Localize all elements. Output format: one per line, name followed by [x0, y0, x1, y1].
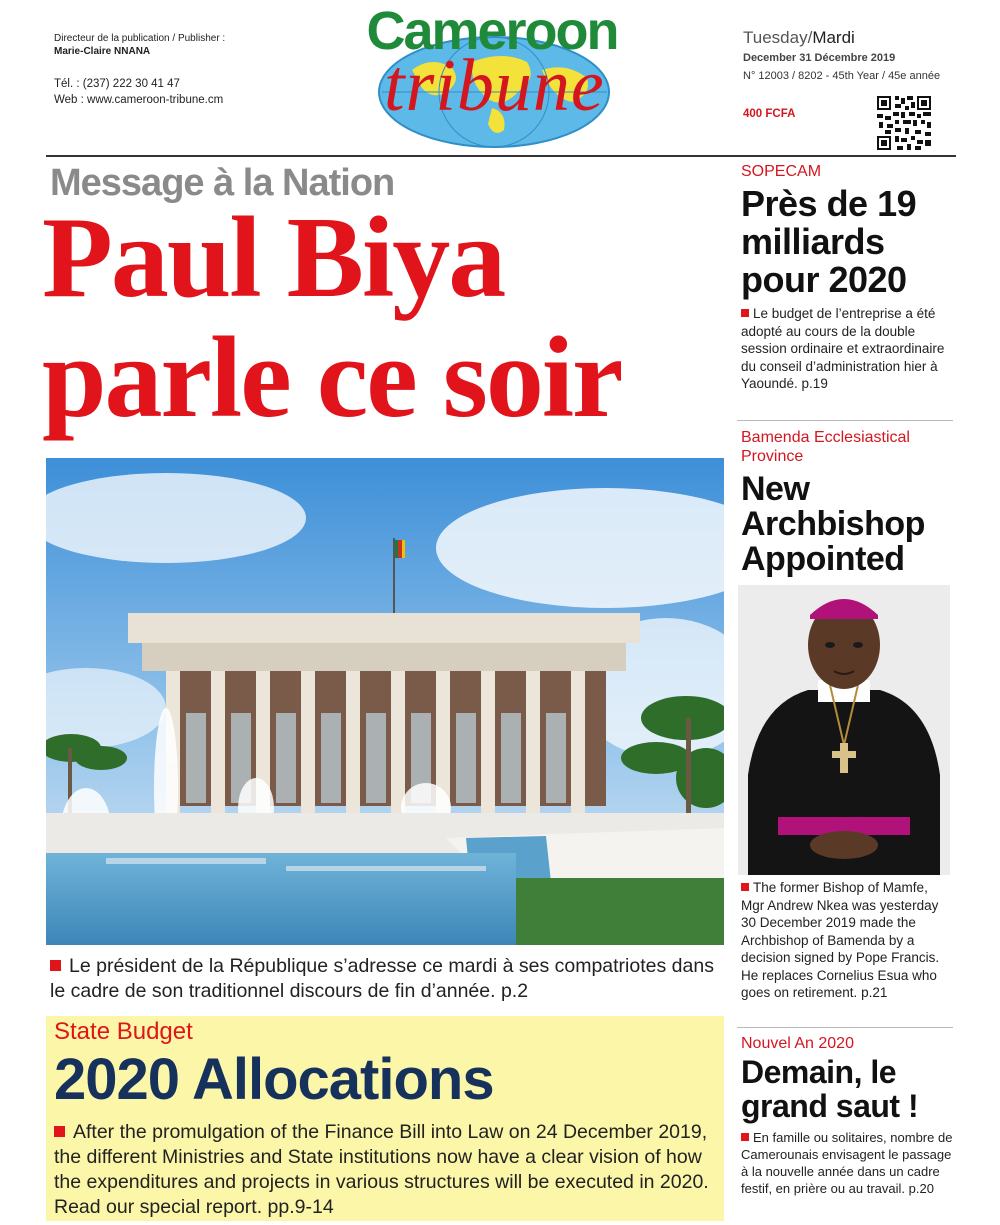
issue-date: December 31 Décembre 2019 — [743, 52, 896, 64]
sidebar-story-archbishop — [741, 428, 953, 577]
budget-kicker: State Budget — [54, 1018, 193, 1045]
story1-text-body: Le budget de l’entreprise a été adopté au cours de la double session ordinaire et extraordinaire du conseil d’administration hier à Yaoundé. p.19 — [741, 306, 945, 391]
day-french: Mardi — [812, 28, 855, 47]
budget-story — [46, 1016, 724, 1221]
story1-text — [741, 305, 953, 393]
issue-info — [743, 28, 941, 120]
story3-text-body: En famille ou solitaires, nombre de Camerounais envisagent le passage à la nouvelle année dans un cadre festif, en prière ou au travail. p.20 — [741, 1130, 953, 1196]
publisher-info — [54, 32, 225, 108]
story3-kicker: Nouvel An 2020 — [741, 1035, 854, 1052]
story2-text — [741, 879, 953, 1002]
website: Web : www.cameroon-tribune.cm — [54, 94, 224, 106]
story3-headline: Demain, le grand saut ! — [741, 1054, 919, 1124]
bullet-icon — [741, 1133, 749, 1141]
story1-kicker: SOPECAM — [741, 163, 822, 180]
issue-number: N° 12003 / 8202 - 45th Year / 45e année — [743, 70, 941, 82]
main-kicker: Message à la Nation — [50, 162, 395, 204]
bullet-icon — [50, 960, 61, 971]
palace-photo — [46, 458, 724, 945]
headline-line-2: parle ce soir — [42, 314, 622, 442]
sidebar-story-sopecam — [741, 162, 953, 393]
sidebar-story-new-year — [741, 1034, 953, 1197]
story3-text — [741, 1129, 953, 1197]
sidebar-divider — [737, 420, 953, 421]
sidebar-story-archbishop-text — [741, 879, 953, 1002]
archbishop-photo — [738, 585, 950, 875]
main-caption-text: Le président de la République s’adresse ce mardi à ses compatriotes dans le cadre de son traditionnel discours de fin d’année. p.2 — [50, 955, 714, 1002]
budget-text — [54, 1120, 714, 1220]
phone-number: Tél. : (237) 222 30 41 47 — [54, 78, 180, 90]
story2-kicker: Bamenda Ecclesiastical Province — [741, 429, 910, 465]
issue-day — [743, 28, 940, 48]
issue-price: 400 FCFA — [743, 108, 796, 120]
masthead — [0, 0, 1000, 158]
day-english: Tuesday — [743, 28, 808, 47]
story2-text-body: The former Bishop of Mamfe, Mgr Andrew Nkea was yesterday 30 December 2019 made the Archbishop of Bamenda by a decision signed by Pope Francis. He replaces Cornelius Esua who goes on retirement. p.21 — [741, 880, 940, 1000]
publisher-name: Marie-Claire NNANA — [54, 46, 151, 57]
bullet-icon — [741, 309, 749, 317]
day-separator: / — [807, 28, 813, 47]
main-headline — [42, 194, 742, 442]
budget-text-body: After the promulgation of the Finance Bill into Law on 24 December 2019, the different Ministries and State institutions now have a clear vision of how the expenditures and projects in various structures will be executed in 2020. Read our special report. pp.9-14 — [54, 1121, 709, 1218]
bullet-icon — [54, 1126, 65, 1137]
main-caption — [50, 954, 730, 1004]
logo-tribune: tribune — [384, 45, 605, 127]
story1-headline: Près de 19 milliards pour 2020 — [741, 183, 917, 300]
header-rule — [46, 155, 956, 157]
bullet-icon — [741, 883, 749, 891]
headline-line-1: Paul Biya — [42, 194, 505, 322]
qr-code-icon — [877, 96, 931, 150]
logo-cameroon: Cameroon — [366, 1, 618, 61]
story2-headline: New Archbishop Appointed — [741, 470, 925, 578]
newspaper-logo — [352, 0, 652, 150]
sidebar-divider — [737, 1027, 953, 1028]
publisher-label: Directeur de la publication / Publisher : — [54, 33, 226, 44]
budget-title: 2020 Allocations — [54, 1047, 494, 1112]
